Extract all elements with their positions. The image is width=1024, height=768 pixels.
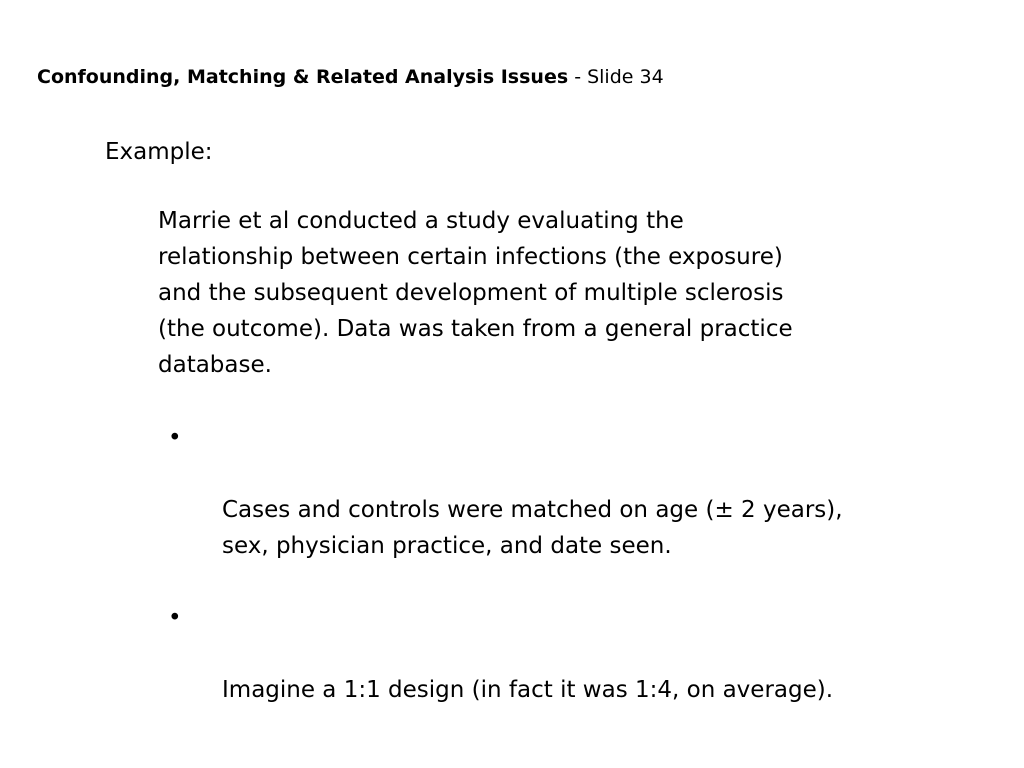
slide-header — [37, 63, 664, 91]
bullet-icon: • — [168, 425, 182, 451]
example-label: Example: — [105, 139, 213, 165]
bullet-item-matching — [158, 420, 1008, 564]
bullet-list — [158, 420, 1008, 744]
bullet-item-design — [158, 600, 1008, 708]
example-paragraph: Marrie et al conducted a study evaluating the relationship between certain infections (the exposure) and the subsequent development of multiple sclerosis (the outcome). Data was taken from a general practice database. — [158, 208, 793, 378]
bullet-text: Imagine a 1:1 design (in fact it was 1:4, on average). — [222, 677, 834, 703]
slide-number: - Slide 34 — [568, 66, 664, 88]
bullet-text: Cases and controls were matched on age (± 2 years), sex, physician practice, and date seen. — [222, 497, 843, 559]
slide-title: Confounding, Matching & Related Analysis Issues — [37, 66, 569, 88]
bullet-icon: • — [168, 605, 182, 631]
